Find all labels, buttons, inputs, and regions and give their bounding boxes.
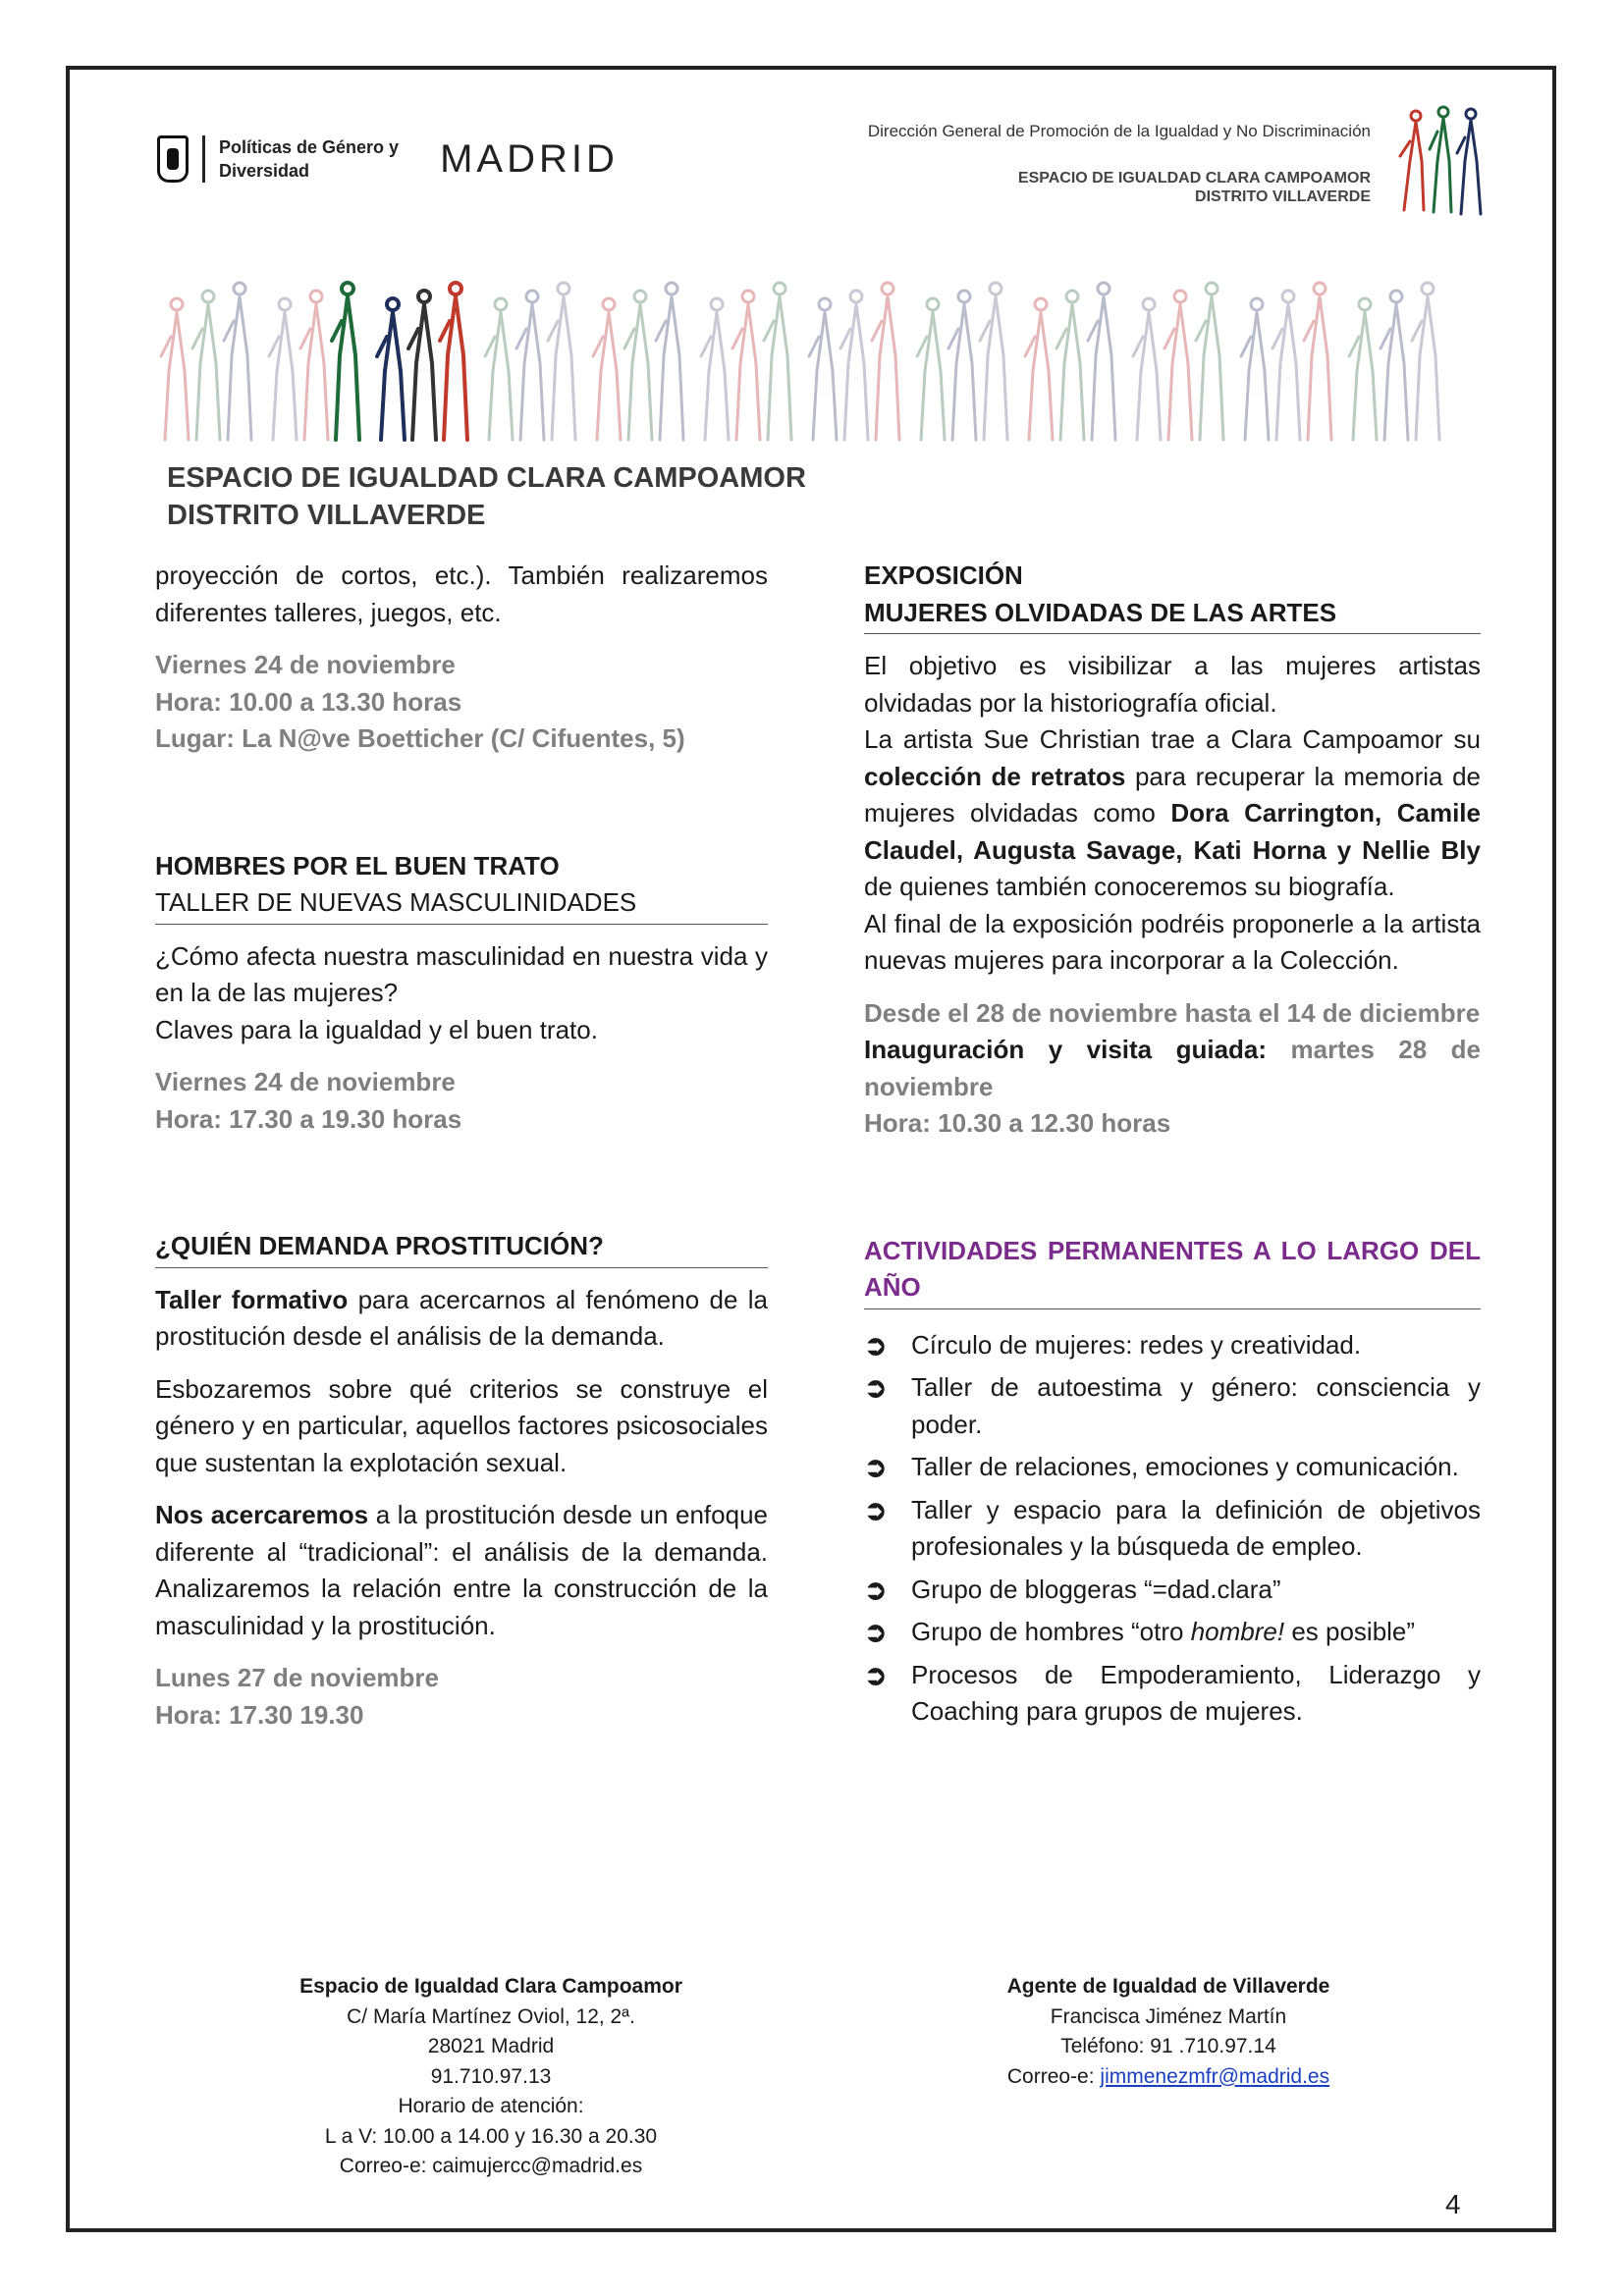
list-item-text [911,1614,1481,1651]
footer-hours: L a V: 10.00 a 14.00 y 16.30 a 20.30 [324,2124,658,2148]
email-link[interactable]: jimmenezmfr@madrid.es [1100,2064,1330,2088]
arrow-bullet-icon: ➲ [864,1574,888,1605]
banner-figure-icon [332,283,359,440]
inauguration-label: Inauguración y visita guiada: [864,1035,1268,1064]
banner-figure-icon [548,283,575,440]
list-item-text: Taller de autoestima y género: consciencia y poder. [911,1372,1481,1439]
section-title: ACTIVIDADES PERMANENTES A LO LARGO DEL AÑO [864,1235,1481,1302]
logo-divider [202,135,205,183]
banner-figure-icon [269,298,297,440]
dept-line-1: Políticas de Género y [219,137,400,157]
department-name [219,135,399,183]
banner-figure-icon [624,291,652,440]
banner-figure-icon [701,298,729,440]
directorate-name: Dirección General de Promoción de la Igualdad y No Discriminación [867,122,1371,140]
banner-figure-icon [1164,291,1192,440]
footer-email-label: Correo-e: [1006,2064,1101,2088]
page-title [167,459,806,534]
banner-figure-icon [300,291,328,440]
activities-list [864,1327,1481,1731]
footer-title: Agente de Igualdad de Villaverde [1006,1975,1330,1998]
banner-figure-icon [980,283,1007,440]
section-body: Al final de la exposición podréis proponerle a la artista nuevas mujeres para incorporar a la Colección. [864,908,1481,975]
list-item [864,1492,1481,1566]
list-item [864,1614,1481,1651]
event-dates: Desde el 28 de noviembre hasta el 14 de diciembre [864,997,1481,1028]
banner-figure-icon [1272,291,1300,440]
page-number: 4 [1445,2189,1461,2219]
banner-figure-icon [377,298,405,440]
arrow-bullet-icon: ➲ [864,1452,888,1482]
banner-figure-icon [1349,298,1377,440]
text-run: es posible” [1284,1617,1416,1646]
section-heading [864,1233,1481,1309]
text-run: a la prostitución desde un enfoque diferente al “tradicional”: el análisis de la demanda. Analizaremos la relación entre la construcción de la masculinidad y la prostitución. [155,1500,768,1640]
list-item [864,1369,1481,1443]
banner-figure-icon [1412,283,1439,440]
header-right [868,122,1371,206]
text-run: Grupo de hombres “otro [911,1617,1191,1646]
section-body: ¿Cómo afecta nuestra masculinidad en nuestra vida y en la de las mujeres? [155,940,768,1007]
text-run: para recuperar la memoria de mujeres olvidadas como [864,761,1481,828]
banner-figure-icon [161,298,189,440]
banner-figure-icon [948,291,976,440]
banner-figure-icon [1196,283,1223,440]
section-body: Claves para la igualdad y el buen trato. [155,1014,598,1044]
dept-line-2: Diversidad [219,161,310,181]
women-figures-logo-icon [1394,102,1492,230]
footer-hours-label: Horario de atención: [398,2095,584,2117]
banner-figure-icon [1056,291,1084,440]
banner-figure-icon [1133,298,1161,440]
list-item-text: Grupo de bloggeras “=dad.clara” [911,1574,1281,1604]
page-title-line-1: ESPACIO DE IGUALDAD CLARA CAMPOAMOR [167,462,806,494]
event-place: Lugar: La N@ve Boetticher (C/ Cifuentes, 5) [155,723,685,753]
section-heading [155,848,768,925]
section-heading [864,558,1481,634]
banner-figure-icon [224,283,251,440]
arrow-bullet-icon: ➲ [864,1617,888,1647]
banner-figure-icon [408,291,436,440]
section-body: El objetivo es visibilizar a las mujeres artistas olvidadas por la historiografía oficial. [864,651,1481,718]
banner-figure-icon [732,291,760,440]
list-item [864,1657,1481,1731]
event-date: Viernes 24 de noviembre [155,1067,456,1096]
madrid-crest-icon [157,135,189,183]
footer-phone: Teléfono: 91 .710.97.14 [1060,2035,1276,2057]
footer-title: Espacio de Igualdad Clara Campoamor [299,1975,682,1998]
banner-figure-icon [1380,291,1408,440]
event-time: Hora: 10.00 a 13.30 horas [155,686,462,717]
text-run: La artista Sue Christian trae a Clara Campoamor su [864,724,1481,754]
bold-phrase: Dora Carrington, Camile Claudel, Augusta Savage, Kati Horna y Nellie Bly [864,798,1481,865]
section-heading [155,1228,768,1268]
banner-figure-icon [593,298,621,440]
footer-contact-right [913,1972,1424,2092]
space-line-2: DISTRITO VILLAVERDE [1195,188,1371,205]
section-body: Esbozaremos sobre qué criterios se construye el género y en particular, aquellos factores psicosociales que sustentan la explotación sexual. [155,1373,768,1477]
arrow-bullet-icon: ➲ [864,1329,888,1361]
bold-phrase: Nos acercaremos [155,1500,369,1529]
footer-contact-left [226,1972,756,2182]
space-line-1: ESPACIO DE IGUALDAD CLARA CAMPOAMOR [1017,170,1371,187]
text-run: para acercarnos al fenómeno de la prostitución desde el análisis de la demanda. [155,1284,769,1351]
footer-name: Francisca Jiménez Martín [1050,2004,1287,2028]
list-item-text: Taller de relaciones, emociones y comunicación. [911,1452,1459,1481]
section-body [864,721,1481,906]
right-column [864,558,1481,1731]
section-subtitle: TALLER DE NUEVAS MASCULINIDADES [155,887,637,917]
section-body [155,1282,768,1356]
banner-figure-icon [1241,298,1269,440]
banner-figure-icon [764,283,791,440]
banner-figure-icon [1088,283,1115,440]
text-run: de quienes también conoceremos su biografía. [864,872,1395,901]
event-time: Hora: 17.30 a 19.30 horas [155,1103,462,1134]
arrow-bullet-icon: ➲ [864,1659,888,1690]
list-item [864,1327,1481,1364]
footer-email [913,2062,1424,2093]
page-title-line-2: DISTRITO VILLAVERDE [167,500,486,531]
madrid-wordmark: MADRID [440,136,619,181]
banner-figure-icon [516,291,544,440]
event-time: Hora: 17.30 19.30 [155,1699,364,1730]
footer-address: C/ María Martínez Oviol, 12, 2ª. [347,2004,635,2028]
banner-figure-icon [656,283,683,440]
arrow-bullet-icon: ➲ [864,1494,888,1525]
arrow-bullet-icon: ➲ [864,1372,888,1403]
footer-phone: 91.710.97.13 [430,2064,552,2088]
italic-phrase: hombre! [1190,1617,1285,1646]
banner-figure-icon [1304,283,1331,440]
footer-email: Correo-e: caimujercc@madrid.es [339,2155,643,2177]
event-date: Lunes 27 de noviembre [155,1663,439,1692]
intro-text: proyección de cortos, etc.). También realizaremos diferentes talleres, juegos, etc. [155,561,768,627]
list-item-text: Procesos de Empoderamiento, Liderazgo y Coaching para grupos de mujeres. [911,1659,1481,1726]
banner-figure-icon [485,298,513,440]
left-column [155,558,768,1734]
footer-city: 28021 Madrid [427,2035,555,2057]
banner-figure-icon [840,291,868,440]
banner-figure-icon [917,298,945,440]
list-item [864,1572,1481,1609]
banner-figure-icon [809,298,837,440]
section-title: HOMBRES POR EL BUEN TRATO [155,850,560,881]
list-item [864,1449,1481,1486]
inauguration-date: martes 28 de noviembre [864,1035,1481,1101]
section-title: ¿QUIÉN DEMANDA PROSTITUCIÓN? [155,1231,604,1260]
list-item-text: Círculo de mujeres: redes y creatividad. [911,1329,1362,1360]
section-body [155,1497,768,1644]
banner-figure-icon [192,291,220,440]
section-title: MUJERES OLVIDADAS DE LAS ARTES [864,597,1337,627]
event-date: Viernes 24 de noviembre [155,650,456,679]
inauguration [864,1032,1481,1105]
bold-phrase: Taller formativo [155,1284,349,1314]
banner-figure-icon [872,283,899,440]
madrid-logo [157,135,619,183]
women-figures-banner [157,257,1463,444]
section-title: EXPOSICIÓN [864,561,1023,590]
banner-figure-icon [1025,298,1053,440]
banner-figure-icon [440,283,467,440]
space-name [868,169,1371,206]
bold-phrase: colección de retratos [864,761,1126,791]
list-item-text: Taller y espacio para la definición de objetivos profesionales y la búsqueda de empleo. [911,1494,1481,1561]
event-time: Hora: 10.30 a 12.30 horas [864,1108,1171,1138]
